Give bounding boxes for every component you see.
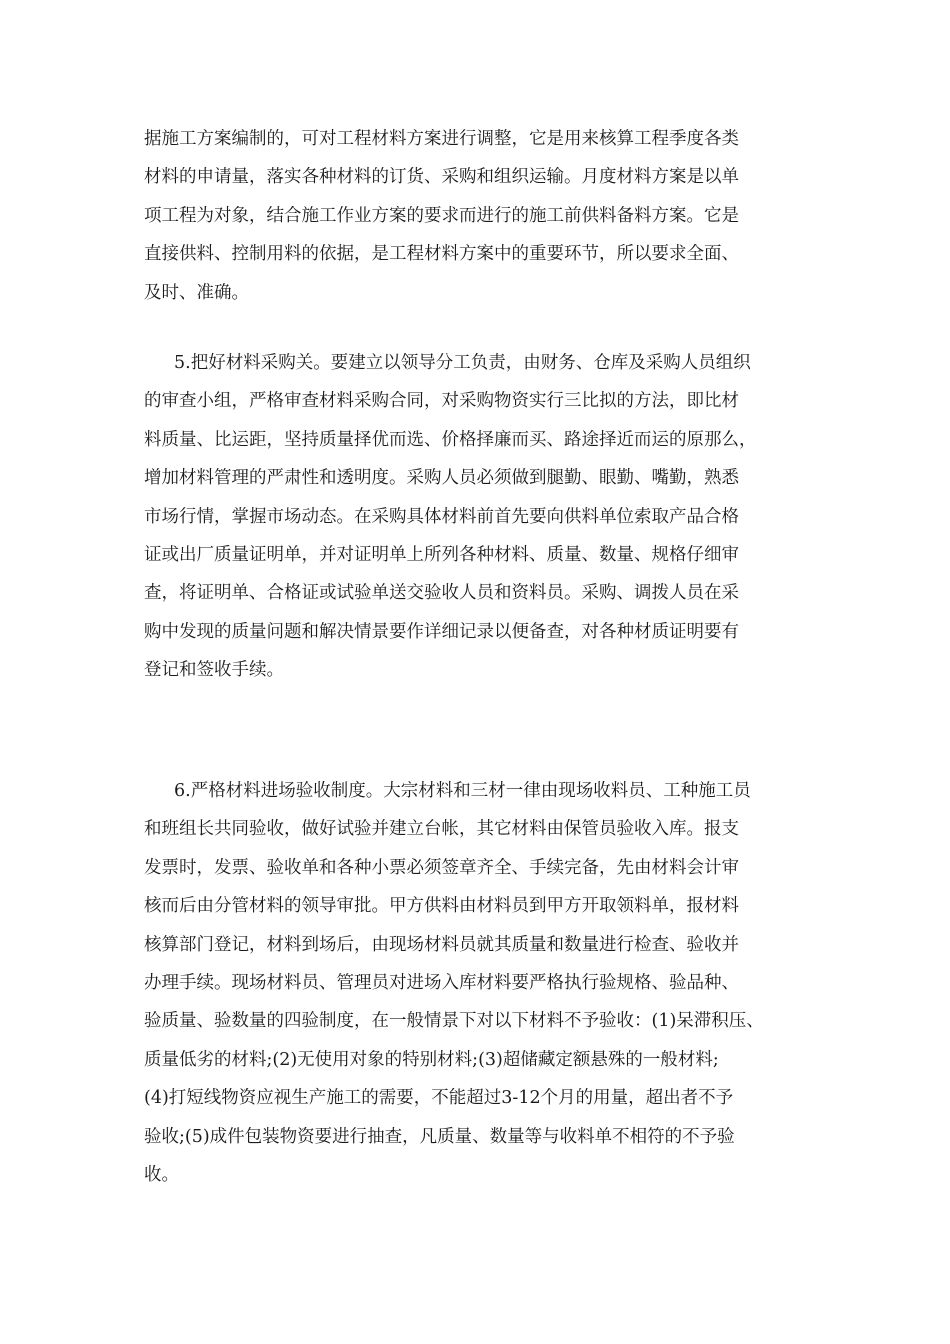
- text-line: 项工程为对象，结合施工作业方案的要求而进行的施工前供料备料方案。它是: [144, 205, 739, 226]
- text-line: 市场行情，掌握市场动态。在采购具体材料前首先要向供料单位索取产品合格: [144, 506, 739, 527]
- text-line: 核而后由分管材料的领导审批。甲方供料由材料员到甲方开取领料单，报材料: [144, 896, 739, 917]
- text-line: 质量低劣的材料;(2)无使用对象的特别材料;(3)超储藏定额悬殊的一般材料;: [144, 1049, 719, 1070]
- text-line: 料质量、比运距，坚持质量择优而选、价格择廉而买、路途择近而运的原那么，: [144, 429, 757, 450]
- text-line: 直接供料、控制用料的依据，是工程材料方案中的重要环节，所以要求全面、: [144, 244, 739, 265]
- paragraph-acceptance: [144, 772, 824, 1194]
- text-line: 5.把好材料采购关。要建立以领导分工负责，由财务、仓库及采购人员组织: [174, 353, 751, 373]
- text-line: 验质量、验数量的四验制度，在一般情景下对以下材料不予验收：(1)呆滞积压、: [144, 1011, 764, 1032]
- text-line: 材料的申请量，落实各种材料的订货、采购和组织运输。月度材料方案是以单: [144, 167, 739, 188]
- text-line: 6.严格材料进场验收制度。大宗材料和三材一律由现场收料员、工种施工员: [174, 781, 751, 801]
- text-line: 查，将证明单、合格证或试验单送交验收人员和资料员。采购、调拨人员在采: [144, 583, 739, 604]
- text-line: 据施工方案编制的，可对工程材料方案进行调整，它是用来核算工程季度各类: [144, 129, 739, 149]
- text-line: 发票时，发票、验收单和各种小票必须签章齐全、手续完备，先由材料会计审: [144, 857, 739, 878]
- text-line: (4)打短线物资应视生产施工的需要，不能超过3-12个月的用量，超出者不予: [144, 1088, 734, 1109]
- text-line: 验收;(5)成件包装物资要进行抽查，凡质量、数量等与收料单不相符的不予验: [144, 1126, 735, 1147]
- text-line: 核算部门登记，材料到场后，由现场材料员就其质量和数量进行检查、验收并: [144, 934, 739, 955]
- paragraph-procurement: [144, 344, 824, 690]
- text-line: 的审查小组，严格审查材料采购合同，对采购物资实行三比拟的方法，即比材: [144, 391, 739, 412]
- text-line: 和班组长共同验收，做好试验并建立台帐，其它材料由保管员验收入库。报支: [144, 819, 739, 840]
- text-line: 证或出厂质量证明单，并对证明单上所列各种材料、质量、数量、规格仔细审: [144, 544, 739, 565]
- text-line: 登记和签收手续。: [144, 660, 284, 681]
- text-line: 购中发现的质量问题和解决情景要作详细记录以便备查，对各种材质证明要有: [144, 621, 739, 642]
- text-line: 收。: [144, 1164, 179, 1185]
- text-line: 增加材料管理的严肃性和透明度。采购人员必须做到腿勤、眼勤、嘴勤，熟悉: [144, 468, 739, 489]
- paragraph-material-plan: [144, 120, 824, 312]
- text-line: 及时、准确。: [144, 282, 249, 303]
- text-line: 办理手续。现场材料员、管理员对进场入库材料要严格执行验规格、验品种、: [144, 972, 739, 993]
